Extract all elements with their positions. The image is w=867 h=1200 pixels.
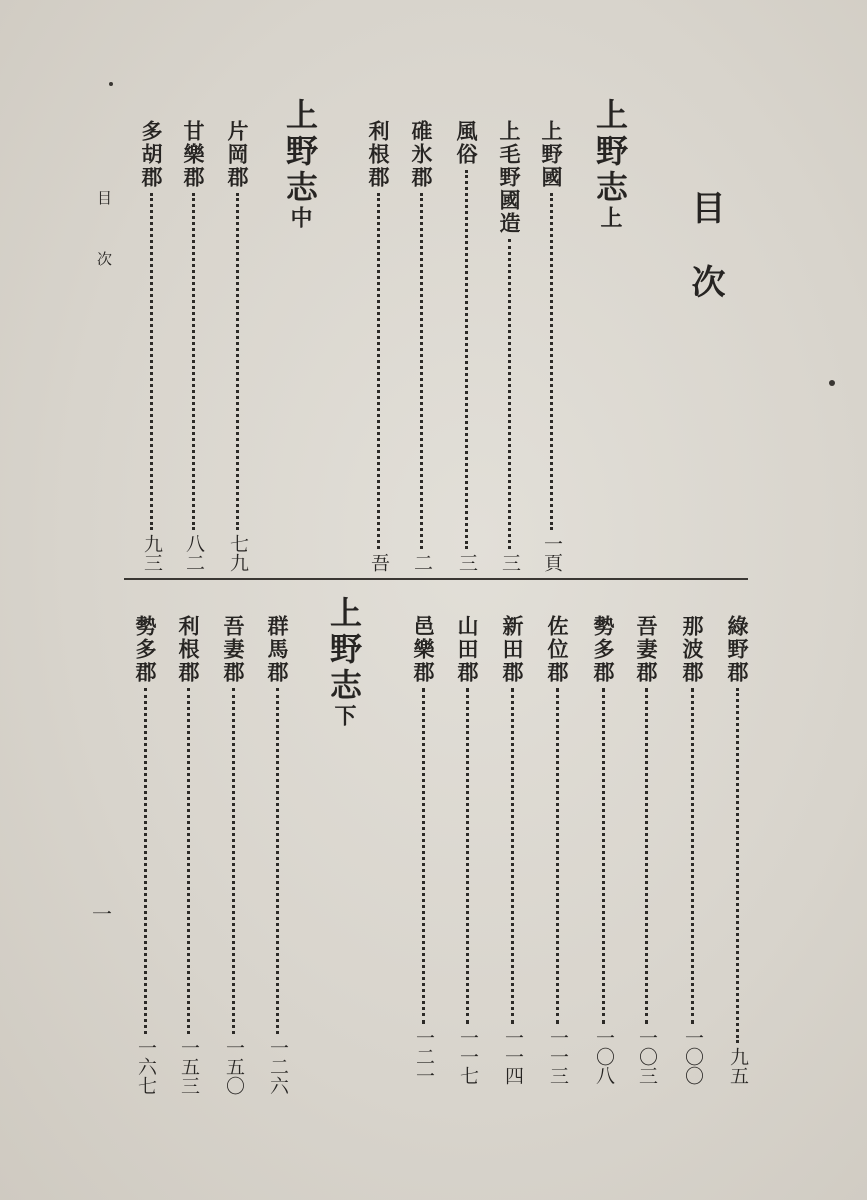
leader-dots [422,688,425,1024]
leader-dots [276,688,279,1034]
page-number: 一 [92,902,112,926]
leader-dots [602,688,605,1024]
toc-entry[interactable] [541,120,562,572]
entry-page: 三 [456,553,478,572]
entry-title: 新田郡 [500,615,525,684]
leader-dots [465,170,468,549]
volume-label: 上野志 [281,98,319,206]
entry-page: 一一七 [457,1028,479,1085]
volume-heading-middle [281,98,319,232]
entry-page: 一一四 [502,1028,524,1085]
entry-page: 九五 [727,1047,749,1085]
toc-entry[interactable] [636,615,657,1085]
leader-dots [556,688,559,1024]
entry-page: 八二 [183,534,205,572]
toc-entry[interactable] [547,615,568,1085]
leader-dots [187,688,190,1034]
entry-title: 勢多郡 [591,615,616,684]
entry-title: 利根郡 [176,615,201,684]
entry-title: 風俗 [454,120,479,166]
entry-page: 一頁 [541,534,563,572]
toc-entry[interactable] [183,120,204,572]
toc-entry[interactable] [411,120,432,572]
leader-dots [144,688,147,1034]
toc-entry[interactable] [135,615,156,1095]
entry-page: 一五三 [178,1038,200,1095]
volume-label: 上野志 [325,596,363,704]
volume-heading-upper [591,98,629,232]
toc-entry[interactable] [227,120,248,572]
entry-title: 吾妻郡 [634,615,659,684]
entry-page: 七九 [227,534,249,572]
leader-dots [691,688,694,1024]
entry-title: 片岡郡 [225,120,250,189]
entry-title: 邑樂郡 [411,615,436,684]
paper-speck [829,380,835,386]
entry-title: 那波郡 [680,615,705,684]
volume-marker: 中 [287,206,313,232]
entry-page: 一〇〇 [682,1028,704,1085]
section-divider [124,578,748,580]
entry-title: 利根郡 [366,120,391,189]
leader-dots [466,688,469,1024]
leader-dots [377,193,380,549]
entry-title: 上野國 [539,120,564,189]
toc-entry[interactable] [178,615,199,1095]
toc-entry[interactable] [413,615,434,1085]
entry-title: 綠野郡 [725,615,750,684]
toc-entry[interactable] [727,615,748,1085]
volume-heading-lower [325,596,363,730]
toc-entry[interactable] [499,120,520,572]
toc-entry[interactable] [267,615,288,1095]
toc-entry[interactable] [682,615,703,1085]
entry-page: 一五〇 [223,1038,245,1095]
leader-dots [508,239,511,549]
toc-entry[interactable] [368,120,389,572]
leader-dots [550,193,553,530]
toc-entry[interactable] [141,120,162,572]
entry-title: 多胡郡 [139,120,164,189]
toc-entry[interactable] [457,615,478,1085]
leader-dots [736,688,739,1043]
toc-entry[interactable] [223,615,244,1095]
entry-page: 一〇八 [593,1028,615,1085]
entry-page: 九三 [141,534,163,572]
leader-dots [420,193,423,549]
page-title: 目次 [685,190,725,338]
leader-dots [236,193,239,530]
entry-page: 三 [499,553,521,572]
paper-speck [109,82,113,86]
volume-marker: 下 [331,704,357,730]
entry-title: 佐位郡 [545,615,570,684]
leader-dots [645,688,648,1024]
running-head: 目次 [95,190,113,312]
entry-title: 勢多郡 [133,615,158,684]
volume-marker: 上 [597,206,623,232]
entry-page: 一二一 [413,1028,435,1085]
entry-title: 山田郡 [455,615,480,684]
entry-page: 二 [411,553,433,572]
toc-entry[interactable] [502,615,523,1085]
entry-title: 群馬郡 [265,615,290,684]
entry-page: 一二六 [267,1038,289,1095]
leader-dots [511,688,514,1024]
entry-page: 吾 [368,553,390,572]
leader-dots [150,193,153,530]
entry-title: 碓氷郡 [409,120,434,189]
leader-dots [232,688,235,1034]
entry-title: 吾妻郡 [221,615,246,684]
toc-entry[interactable] [593,615,614,1085]
entry-page: 一六七 [135,1038,157,1095]
toc-entry[interactable] [456,120,477,572]
entry-title: 上毛野國造 [497,120,522,235]
volume-label: 上野志 [591,98,629,206]
entry-title: 甘樂郡 [181,120,206,189]
entry-page: 一一三 [547,1028,569,1085]
leader-dots [192,193,195,530]
entry-page: 一〇三 [636,1028,658,1085]
